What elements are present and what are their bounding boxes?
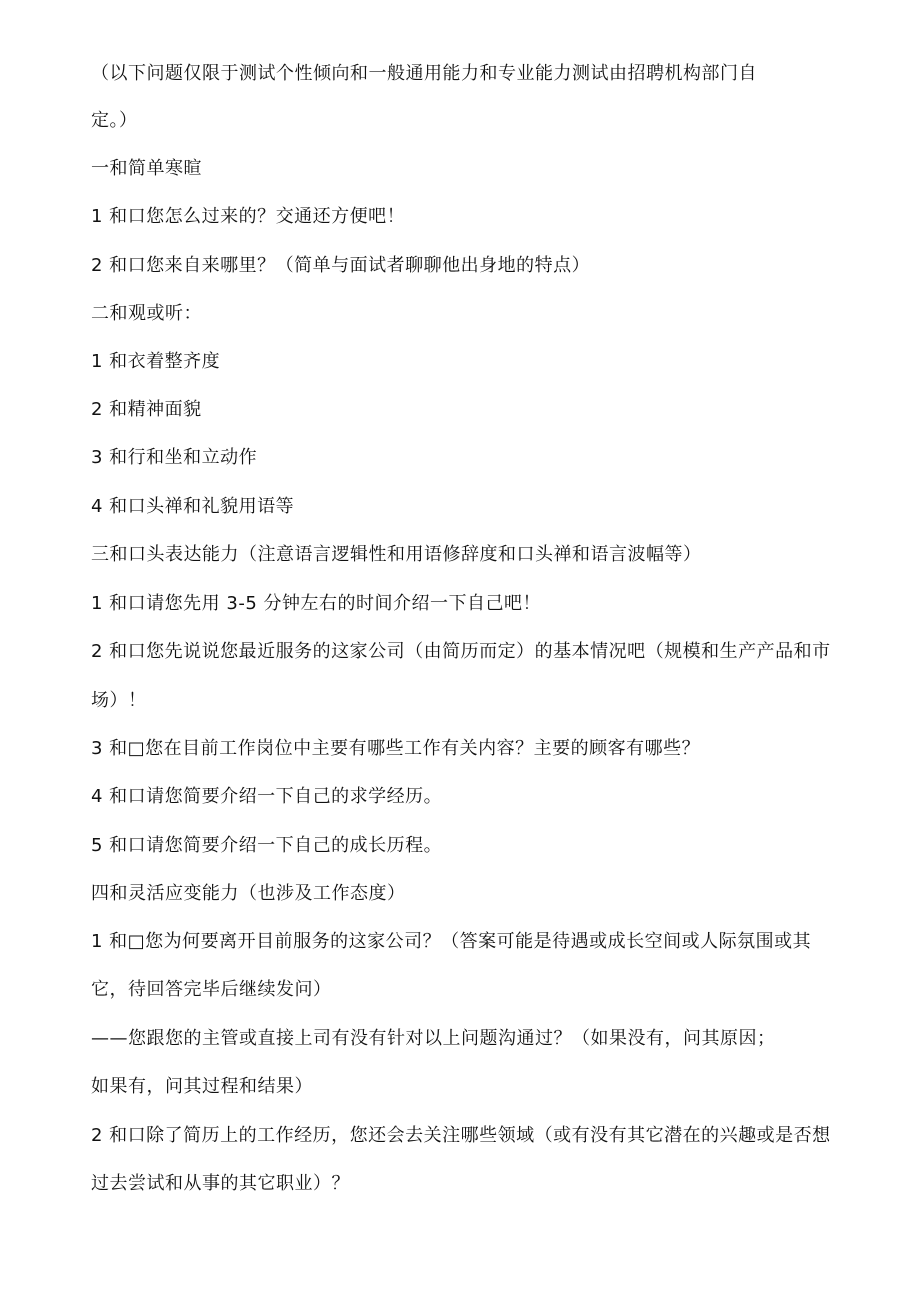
section-heading: 四和灵活应变能力（也涉及工作态度） <box>91 883 406 904</box>
text-line: 4 和口请您简要介绍一下自己的求学经历。 <box>91 786 443 807</box>
text-line: 4 和口头禅和礼貌用语等 <box>91 496 295 517</box>
text-line: 3 和行和坐和立动作 <box>91 447 258 468</box>
text-line: 2 和精神面貌 <box>91 399 202 420</box>
text-line: 1 和口请您先用 3-5 分钟左右的时间介绍一下自己吧！ <box>91 593 542 614</box>
section-heading: 二和观或听： <box>91 303 202 324</box>
text-line: 1 和□您为何要离开目前服务的这家公司？（答案可能是待遇或成长空间或人际氛围或其 <box>91 931 812 952</box>
text-line: 1 和口您怎么过来的？交通还方便吧！ <box>91 206 406 227</box>
text-line: 过去尝试和从事的其它职业）？ <box>91 1173 350 1194</box>
text-line: 3 和□您在目前工作岗位中主要有哪些工作有关内容？主要的顾客有哪些？ <box>91 738 701 759</box>
section-heading: 一和简单寒暄 <box>91 158 202 179</box>
text-line: 它，待回答完毕后继续发问） <box>91 979 332 1000</box>
text-line: 定。） <box>91 110 138 131</box>
text-line: 2 和口您先说说您最近服务的这家公司（由简历而定）的基本情况吧（规模和生产产品和市 <box>91 641 831 662</box>
text-line: 5 和口请您简要介绍一下自己的成长历程。 <box>91 835 443 856</box>
section-heading: 三和口头表达能力（注意语言逻辑性和用语修辞度和口头禅和语言波幅等） <box>91 544 702 565</box>
text-line: 2 和口您来自来哪里？（简单与面试者聊聊他出身地的特点） <box>91 255 591 276</box>
text-line: ——您跟您的主管或直接上司有没有针对以上问题沟通过？（如果没有，问其原因； <box>91 1028 776 1049</box>
text-line: 场）！ <box>91 690 147 711</box>
text-line: 如果有，问其过程和结果） <box>91 1076 313 1097</box>
text-line: 2 和口除了简历上的工作经历，您还会去关注哪些领域（或有没有其它潜在的兴趣或是否想 <box>91 1125 831 1146</box>
text-line: 1 和衣着整齐度 <box>91 351 221 372</box>
text-line: （以下问题仅限于测试个性倾向和一般通用能力和专业能力测试由招聘机构部门自 <box>91 63 757 84</box>
